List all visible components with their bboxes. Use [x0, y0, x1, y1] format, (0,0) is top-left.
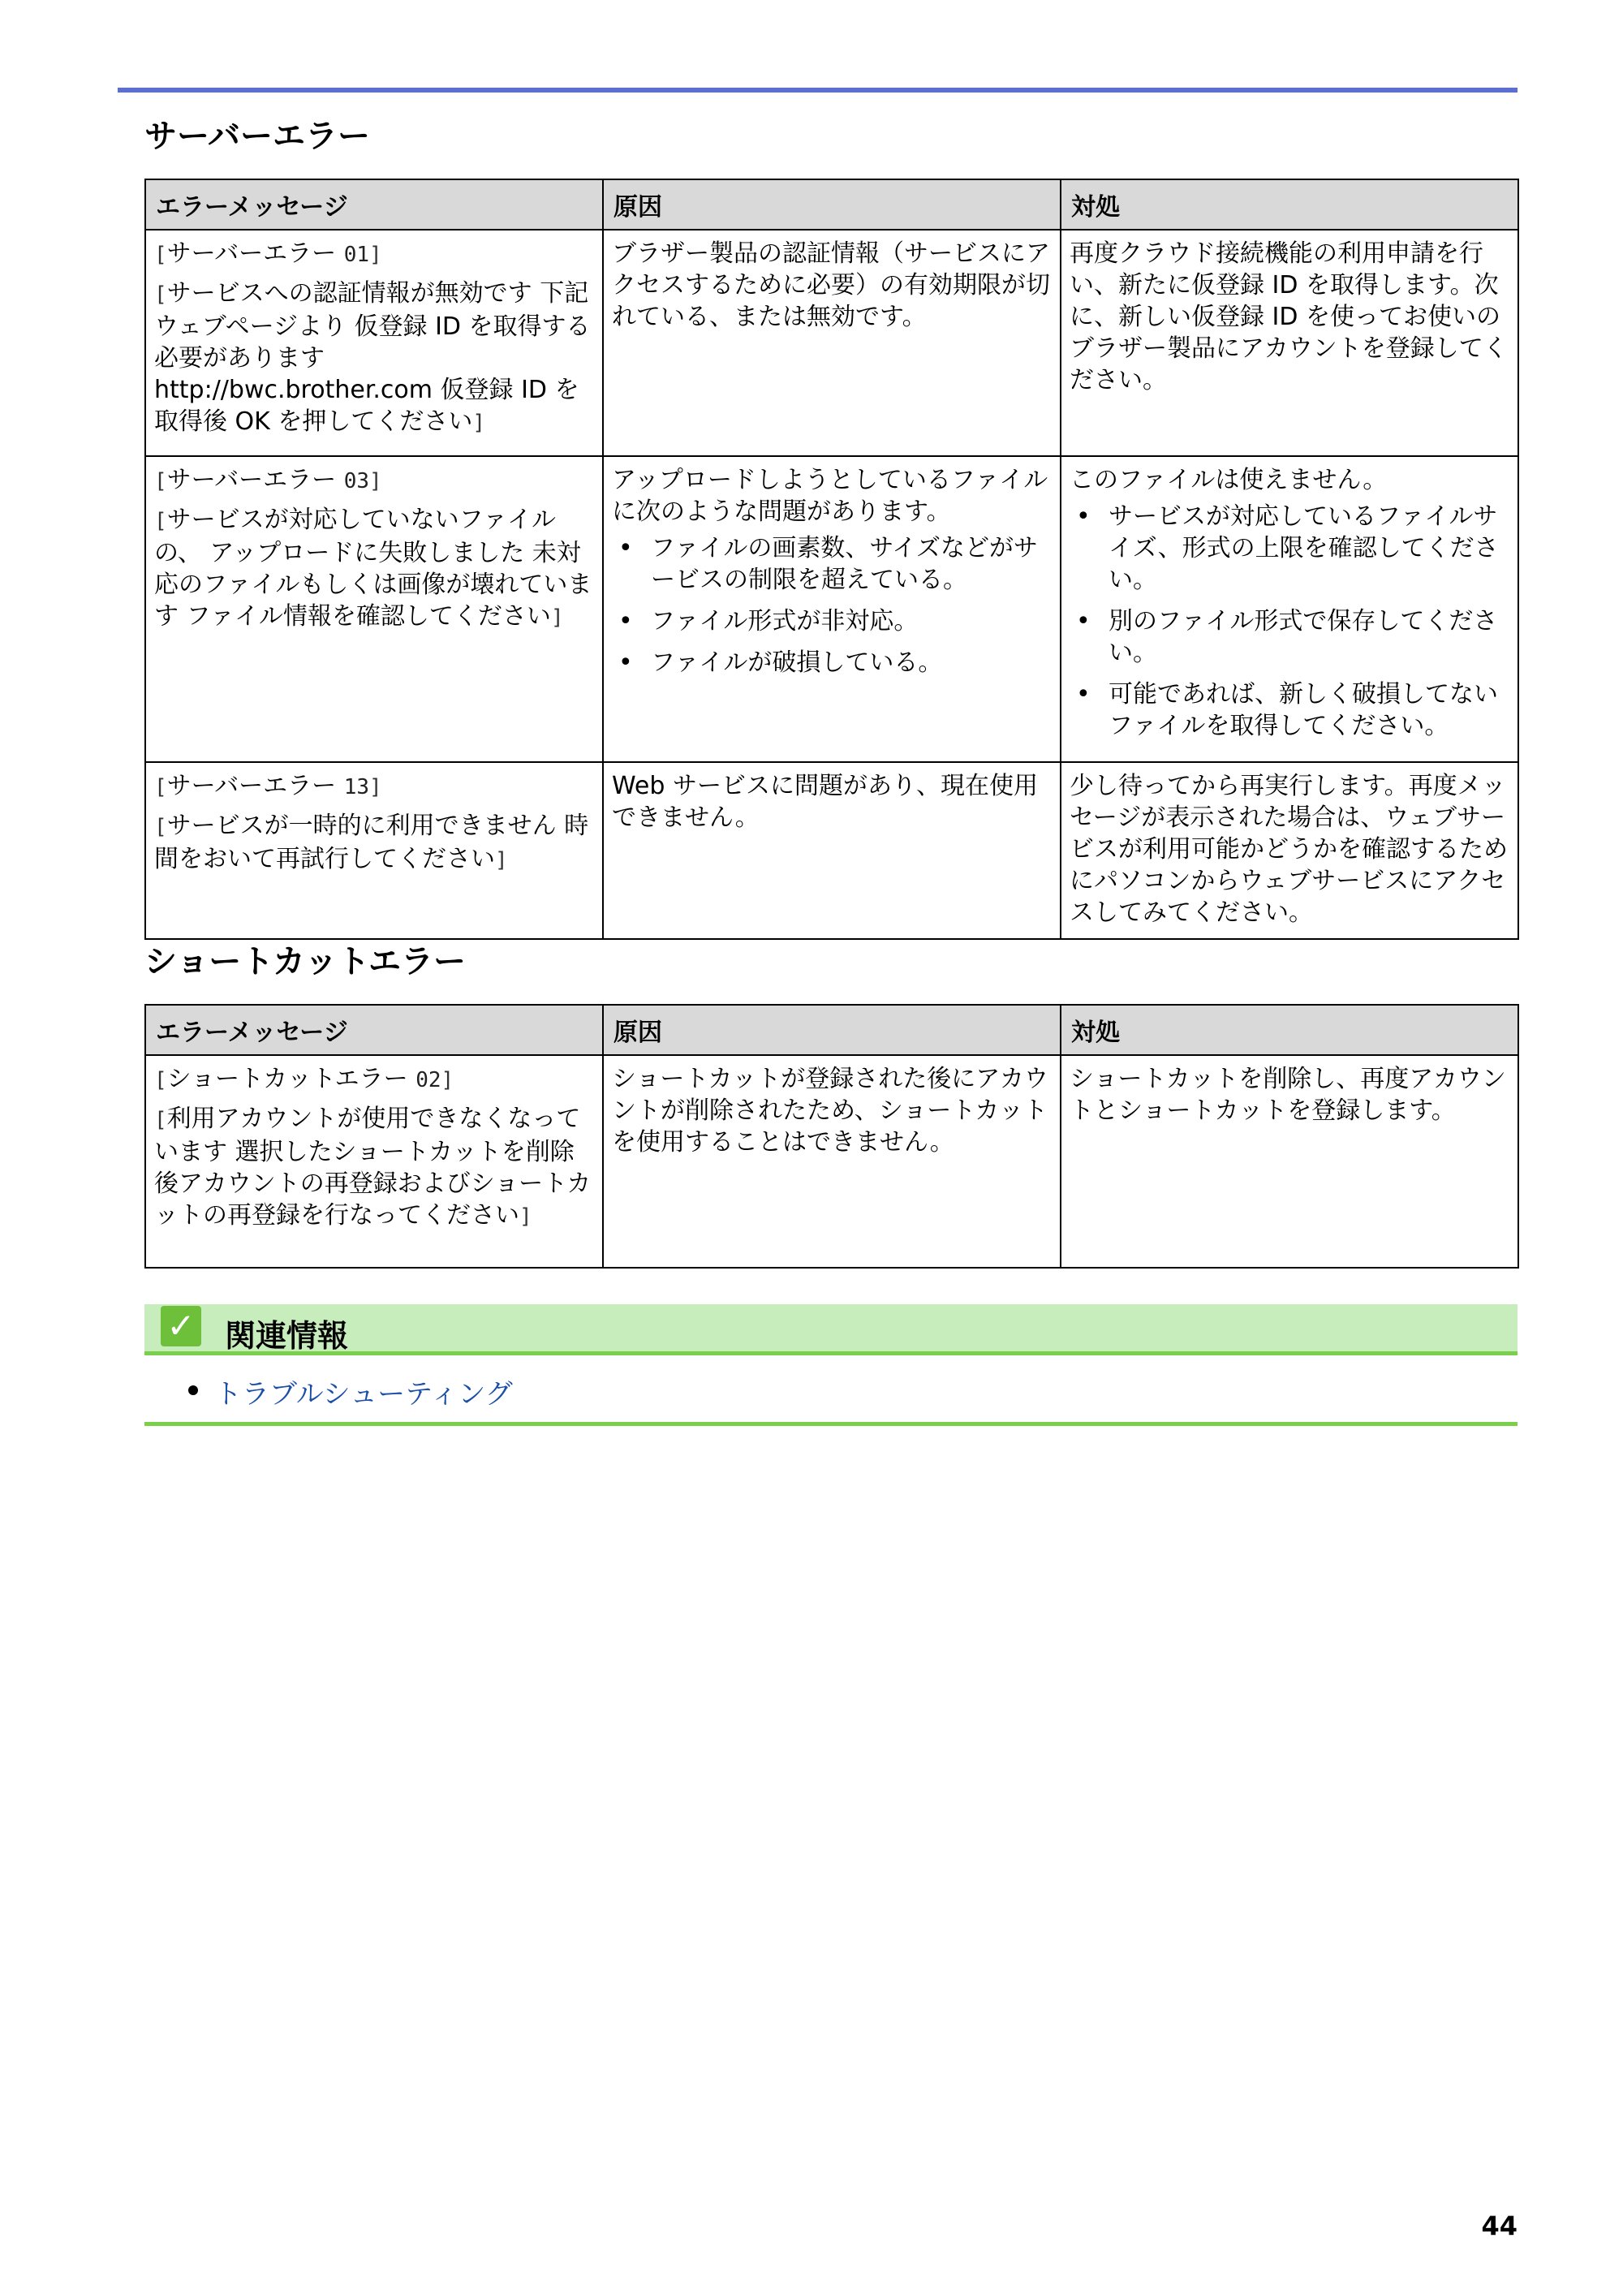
error-message-text: サービスが一時的に利用できません 時間をおいて再試行してください: [154, 812, 589, 873]
shortcut-error-title: ショートカットエラー: [144, 943, 466, 980]
error-code-label: ショートカットエラー: [166, 1065, 408, 1093]
error-code-number: 13: [343, 775, 370, 799]
error-code-number: 03: [343, 469, 370, 493]
table-header-row: [145, 1005, 1518, 1055]
header-cause: 原因: [603, 1005, 1061, 1055]
top-rule: [118, 88, 1518, 93]
error-message-text: 利用アカウントが使用できなくなっています 選択したショートカットを削除後アカウントの再登録およびショートカットの再登録を行なってください: [154, 1105, 592, 1230]
troubleshooting-link[interactable]: トラブルシューティング: [214, 1378, 513, 1411]
table-row: [145, 1055, 1518, 1268]
list-item: • 可能であれば、新しく破損してないファイルを取得してください。: [1070, 678, 1509, 742]
header-remedy: 対処: [1061, 179, 1518, 230]
remedy-cell: ショートカットを削除し、再度アカウントとショートカットを登録します。: [1061, 1055, 1518, 1268]
list-item: [185, 1372, 513, 1411]
message-cell: [ショートカットエラー 02] [利用アカウントが使用できなくなっています 選択したショートカットを削除後アカウントの再登録およびショートカットの再登録を行なってください]: [145, 1055, 603, 1268]
table-row: [145, 456, 1518, 762]
remedy-cell: [1061, 456, 1518, 762]
header-remedy: 対処: [1061, 1005, 1518, 1055]
message-cell: [サーバーエラー 01] [サービスへの認証情報が無効です 下記ウェブページより 仮登録 ID を取得する必要があります http://bwc.brother.com 仮登録 ID を取得後 OK を押してください]: [145, 230, 603, 456]
cause-cell: ショートカットが登録された後にアカウントが削除されたため、ショートカットを使用することはできません。: [603, 1055, 1061, 1268]
error-message-text: サービスが対応していないファイルの、 アップロードに失敗しました 未対応のファイルもしくは画像が壊れています ファイル情報を確認してください: [154, 506, 592, 631]
shortcut-error-table: [144, 1004, 1519, 1269]
table-row: [145, 230, 1518, 456]
message-cell: [サーバーエラー 13] [サービスが一時的に利用できません 時間をおいて再試行してください]: [145, 762, 603, 939]
remedy-cell: 再度クラウド接続機能の利用申請を行い、新たに仮登録 ID を取得します。次に、新しい仮登録 ID を使ってお使いのブラザー製品にアカウントを登録してください。: [1061, 230, 1518, 456]
server-error-title: サーバーエラー: [144, 118, 370, 155]
cause-intro: アップロードしようとしているファイルに次のような問題があります。: [612, 466, 1048, 526]
cause-cell: Web サービスに問題があり、現在使用できません。: [603, 762, 1061, 939]
list-item: • ファイルの画素数、サイズなどがサービスの制限を超えている。: [612, 532, 1052, 596]
related-links: [185, 1372, 513, 1411]
cause-cell: ブラザー製品の認証情報（サービスにアクセスするために必要）の有効期限が切れている、または無効です。: [603, 230, 1061, 456]
check-icon: ✓: [161, 1306, 201, 1346]
error-code-label: サーバーエラー: [166, 466, 337, 494]
list-item: • サービスが対応しているファイルサイズ、形式の上限を確認してください。: [1070, 501, 1509, 596]
remedy-cell: 少し待ってから再実行します。再度メッセージが表示された場合は、ウェブサービスが利用可能かどうかを確認するためにパソコンからウェブサービスにアクセスしてみてください。: [1061, 762, 1518, 939]
header-message: エラーメッセージ: [145, 179, 603, 230]
remedy-intro: このファイルは使えません。: [1070, 466, 1388, 494]
error-code-label: サーバーエラー: [166, 772, 337, 800]
error-message-text: サービスへの認証情報が無効です 下記ウェブページより 仮登録 ID を取得する必要があります http://bwc.brother.com 仮登録 ID を取得後 OK を押してください: [154, 279, 591, 436]
related-info-title: 関連情報: [225, 1318, 349, 1354]
list-item: • ファイルが破損している。: [612, 647, 1052, 678]
table-header-row: [145, 179, 1518, 230]
error-code-number: 01: [343, 243, 370, 267]
page-number: 44: [1481, 2211, 1518, 2242]
message-cell: [サーバーエラー 03] [サービスが対応していないファイルの、 アップロードに失敗しました 未対応のファイルもしくは画像が壊れています ファイル情報を確認してください]: [145, 456, 603, 762]
server-error-table: [144, 179, 1519, 940]
list-item: • ファイル形式が非対応。: [612, 605, 1052, 637]
cause-cell: [603, 456, 1061, 762]
bottom-rule: [144, 1422, 1518, 1426]
list-item: • 別のファイル形式で保存してください。: [1070, 605, 1509, 669]
header-cause: 原因: [603, 179, 1061, 230]
error-code-label: サーバーエラー: [166, 239, 337, 268]
related-info-bar: [144, 1304, 1518, 1355]
header-message: エラーメッセージ: [145, 1005, 603, 1055]
error-code-number: 02: [415, 1068, 441, 1092]
table-row: [145, 762, 1518, 939]
